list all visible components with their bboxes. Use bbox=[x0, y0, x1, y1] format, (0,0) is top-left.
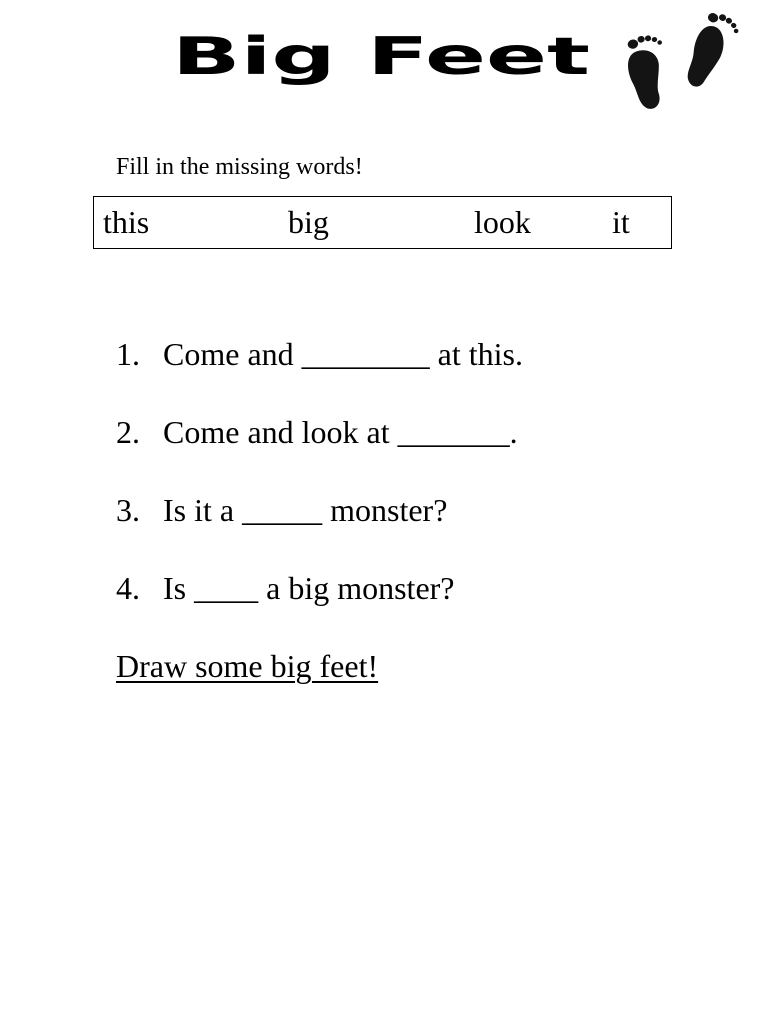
question-3 bbox=[116, 490, 447, 530]
question-text: Come and ________ at this. bbox=[163, 336, 523, 372]
word-bank-item: this bbox=[103, 204, 150, 240]
question-text: Come and look at _______. bbox=[163, 414, 518, 450]
instructions: Fill in the missing words! bbox=[116, 154, 363, 180]
page-title-art bbox=[172, 18, 597, 108]
word-bank-item: look bbox=[474, 204, 531, 240]
draw-prompt: Draw some big feet! bbox=[116, 648, 379, 684]
page-title-text: Big Feet bbox=[172, 26, 590, 87]
footprints-icon bbox=[618, 6, 740, 112]
question-text: Is ____ a big monster? bbox=[163, 570, 455, 606]
question-number: 4. bbox=[116, 570, 140, 606]
left-footprint bbox=[622, 32, 675, 112]
page-title bbox=[172, 18, 597, 108]
right-footprint bbox=[682, 9, 740, 94]
question-2 bbox=[116, 412, 518, 452]
word-bank-item: big bbox=[288, 204, 329, 240]
question-4 bbox=[116, 568, 455, 608]
word-bank-item: it bbox=[612, 204, 630, 240]
question-number: 3. bbox=[116, 492, 140, 528]
word-bank bbox=[93, 196, 672, 249]
question-1 bbox=[116, 334, 523, 374]
question-number: 2. bbox=[116, 414, 140, 450]
question-number: 1. bbox=[116, 336, 140, 372]
question-text: Is it a _____ monster? bbox=[163, 492, 448, 528]
